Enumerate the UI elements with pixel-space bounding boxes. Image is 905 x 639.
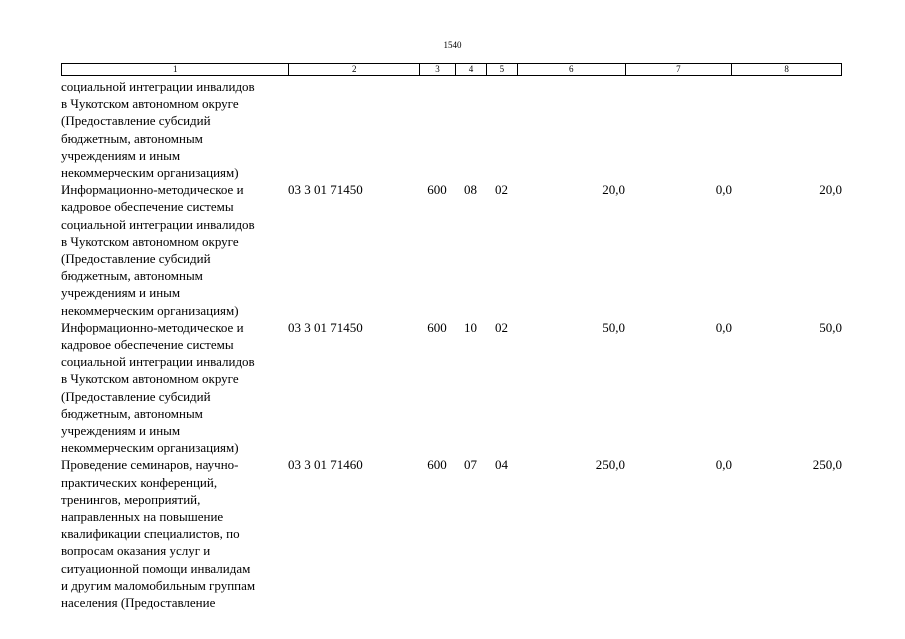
row-col-4 [455, 78, 486, 181]
row-name: Информационно-методическое и кадровое обеспечение системы социальной интеграции инвалидов в Чукотском автономном округе (Предоставление субсидий бюджетным, автономным учреждениям и иным некоммерческим организациям) [61, 319, 255, 456]
row-col-6 [517, 78, 625, 181]
row-code [288, 78, 419, 181]
row-col-3: 600 [427, 182, 447, 198]
header-col-7: 7 [625, 64, 732, 75]
table-header [61, 63, 842, 76]
header-col-1: 1 [172, 64, 178, 74]
row-col-5 [486, 78, 517, 181]
row-name: социальной интеграции инвалидов в Чукотском автономном округе (Предоставление субсидий бюджетным, автономным учреждениям и иным некоммерческим организациям) [61, 79, 255, 181]
header-col-2: 2 [288, 64, 419, 75]
row-code: 03 3 01 71460 [288, 457, 363, 473]
row-name: Проведение семинаров, научно- практических конференций, тренингов, мероприятий, направленных на повышение квалификации специалистов, по вопросам оказания услуг и ситуационной помощи инвалидам и другим маломобильным группам населения (Предоставление [61, 457, 256, 611]
row-col-5: 04 [495, 457, 508, 473]
row-col-7: 0,0 [715, 457, 732, 473]
row-name: Информационно-методическое и кадровое обеспечение системы социальной интеграции инвалидов в Чукотском автономном округе (Предоставление субсидий бюджетным, автономным учреждениям и иным некоммерческим организациям) [61, 182, 255, 318]
row-col-7 [625, 78, 732, 181]
header-col-6: 6 [517, 64, 625, 75]
row-col-3: 600 [427, 319, 447, 335]
row-col-3 [419, 78, 455, 181]
row-code: 03 3 01 71450 [288, 182, 363, 198]
row-col-8: 250,0 [812, 457, 842, 473]
table-row [61, 319, 842, 457]
row-col-4: 08 [464, 182, 477, 198]
row-col-8: 20,0 [819, 182, 842, 198]
row-col-8: 50,0 [819, 319, 842, 335]
row-col-6: 20,0 [602, 182, 625, 198]
row-col-6: 50,0 [602, 319, 625, 335]
row-col-7: 0,0 [715, 319, 732, 335]
page-number: 1540 [443, 40, 462, 50]
row-col-7: 0,0 [715, 182, 732, 198]
header-col-3: 3 [419, 64, 455, 75]
row-code: 03 3 01 71450 [288, 319, 363, 335]
row-col-5: 02 [495, 319, 508, 335]
row-col-4: 07 [464, 457, 477, 473]
table-row [61, 181, 842, 319]
row-col-8 [732, 78, 842, 181]
row-col-3: 600 [427, 457, 447, 473]
header-col-8: 8 [731, 64, 841, 75]
table-row [61, 456, 842, 611]
table-row [61, 78, 842, 181]
header-col-5: 5 [486, 64, 517, 75]
header-col-4: 4 [455, 64, 486, 75]
row-col-4: 10 [464, 319, 477, 335]
table-body [61, 78, 842, 611]
row-col-6: 250,0 [595, 457, 625, 473]
row-col-5: 02 [495, 182, 508, 198]
